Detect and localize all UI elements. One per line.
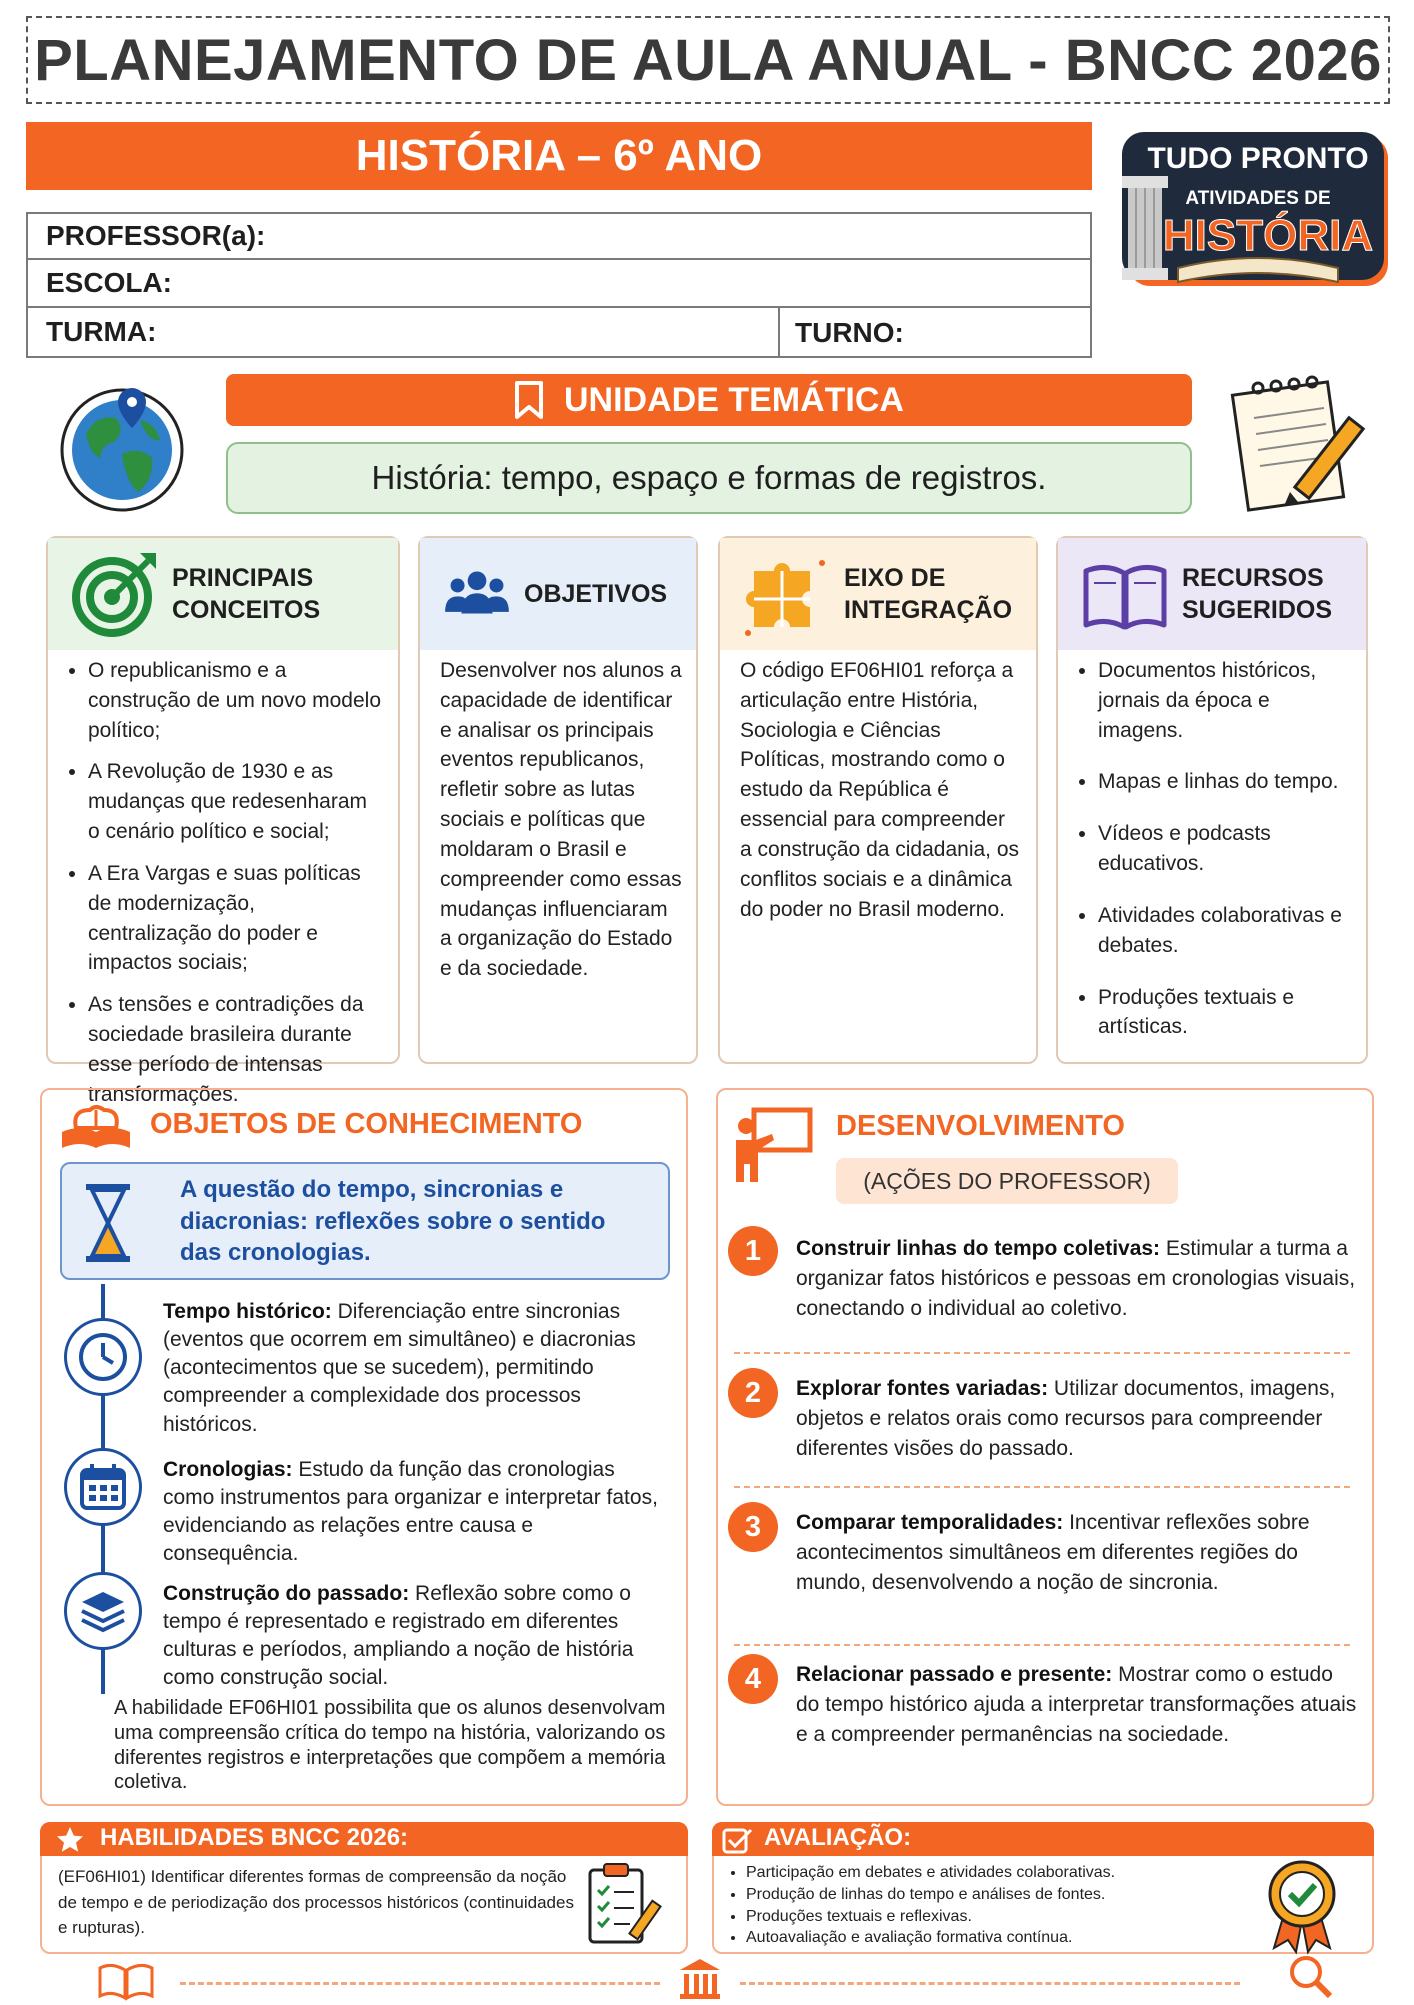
logo-line2: ATIVIDADES DE <box>1185 188 1331 209</box>
bookmark-icon <box>514 380 544 420</box>
objetos-highlight-text: A questão do tempo, sincronias e diacronias: reflexões sobre o sentido das cronologias. <box>180 1176 606 1267</box>
list-item: • Documentos históricos, jornais da época e imagens. <box>1098 656 1352 745</box>
recursos-list <box>1078 656 1352 1042</box>
notepad-icon <box>1220 374 1370 514</box>
step-desc-4: Mostrar como o estudo do tempo histórico ajuda a interpretar transformações atuais e a compreender permanências na sociedade. <box>796 1663 1357 1746</box>
book-brain-icon <box>58 1102 134 1152</box>
step-term-1: Construir linhas do tempo coletivas: <box>796 1237 1161 1260</box>
logo-graphic <box>1108 128 1398 298</box>
objetivos-text: Desenvolver nos alunos a capacidade de identificar e analisar os principais eventos republicanos, refletir sobre as lutas sociais e políticas que moldaram o Brasil e compreender como essas mudanças influenciaram a organização do Estado e da sociedade. <box>440 659 682 981</box>
unit-title: UNIDADE TEMÁTICA <box>564 380 904 419</box>
teacher-board-icon <box>730 1106 814 1184</box>
objetivos-card <box>418 536 698 1064</box>
desenvolvimento-subtitle: (AÇÕES DO PROFESSOR) <box>836 1158 1178 1204</box>
list-item: • Mapas e linhas do tempo. <box>1098 767 1352 797</box>
objeto-desc-1: Diferenciação entre sincronias (eventos que ocorrem em simultâneo) e diacronias (acontecimentos que se sucedem), permitindo compreender a complexidade dos processos históricos. <box>163 1300 636 1436</box>
recursos-card <box>1056 536 1368 1064</box>
turno-label[interactable]: TURNO: <box>795 317 904 348</box>
objeto-item-1 <box>163 1298 663 1439</box>
list-item: • Vídeos e podcasts educativos. <box>1098 819 1352 879</box>
turma-label: TURMA: <box>46 316 157 347</box>
conceitos-title-2: CONCEITOS <box>172 596 321 624</box>
step-separator <box>734 1352 1350 1354</box>
hourglass-icon <box>82 1182 134 1264</box>
step-separator <box>734 1644 1350 1646</box>
open-book-icon <box>1080 549 1170 639</box>
list-item: • Produções textuais e reflexivas. <box>746 1906 1248 1928</box>
target-icon <box>70 549 160 639</box>
conceitos-header <box>48 538 398 650</box>
clipboard-check-icon <box>584 1860 664 1946</box>
integracao-title-1: EIXO DE <box>844 563 946 592</box>
subject-title: HISTÓRIA – 6º ANO <box>355 131 763 180</box>
integracao-title-2: INTEGRAÇÃO <box>844 596 1013 624</box>
puzzle-icon <box>742 549 832 639</box>
logo-line3: HISTÓRIA <box>1162 211 1374 260</box>
habilidades-text: (EF06HI01) Identificar diferentes formas de compreensão da noção de tempo e de periodização dos processos históricos (continuidades e rupturas). <box>58 1867 574 1937</box>
unit-header <box>226 374 1192 426</box>
objetos-footer: A habilidade EF06HI01 possibilita que os alunos desenvolvam uma compreensão crítica do tempo na história, valorizando os diferentes registros e interpretações que compõem a memória coletiva. <box>114 1697 666 1794</box>
step-4 <box>796 1660 1358 1749</box>
objeto-desc-2: Estudo da função das cronologias como instrumentos para organizar e interpretar fatos, evidenciando as relações entre causa e consequência. <box>163 1458 658 1566</box>
temple-icon <box>676 1956 724 2000</box>
page-title: PLANEJAMENTO DE AULA ANUAL - BNCC 2026 <box>34 27 1382 93</box>
title-box <box>26 16 1390 104</box>
conceitos-list <box>68 656 384 1109</box>
step-number-4: 4 <box>728 1654 778 1704</box>
step-number-1: 1 <box>728 1226 778 1276</box>
magnifier-icon <box>1286 1954 1336 2000</box>
step-desc-1: Estimular a turma a organizar fatos históricos e pessoas em cronologias visuais, conectando o individual ao coletivo. <box>796 1237 1356 1320</box>
book-icon <box>96 1960 156 2000</box>
calendar-icon <box>64 1448 142 1526</box>
step-number-3: 3 <box>728 1502 778 1552</box>
avaliacao-title: AVALIAÇÃO: <box>764 1824 912 1851</box>
step-desc-3: Incentivar reflexões sobre acontecimentos simultâneos em diferentes regiões do mundo, desenvolvendo a noção de sincronia. <box>796 1511 1310 1594</box>
turma-row[interactable] <box>26 308 1092 358</box>
escola-label: ESCOLA: <box>46 267 172 298</box>
logo-line1: TUDO PRONTO <box>1147 142 1369 175</box>
people-icon <box>442 559 512 629</box>
list-item: • Autoavaliação e avaliação formativa contínua. <box>746 1927 1248 1949</box>
objeto-term-2: Cronologias: <box>163 1458 293 1481</box>
star-icon <box>56 1826 84 1854</box>
escola-row[interactable] <box>26 260 1092 308</box>
professor-label: PROFESSOR(a): <box>46 220 266 251</box>
step-term-2: Explorar fontes variadas: <box>796 1377 1049 1400</box>
footer-divider <box>740 1982 1240 1985</box>
objeto-term-1: Tempo histórico: <box>163 1300 332 1323</box>
subject-bar <box>26 122 1092 190</box>
step-2 <box>796 1374 1358 1463</box>
list-item: • Participação em debates e atividades colaborativas. <box>746 1862 1248 1884</box>
list-item: • O republicanismo e a construção de um novo modelo político; <box>88 656 384 745</box>
desenvolvimento-title: DESENVOLVIMENTO <box>836 1110 1125 1142</box>
clock-icon <box>64 1318 142 1396</box>
objetivos-title: OBJETIVOS <box>524 579 668 608</box>
integracao-header <box>720 538 1036 650</box>
list-item: • Produções textuais e artísticas. <box>1098 983 1352 1043</box>
conceitos-card <box>46 536 400 1106</box>
recursos-header <box>1058 538 1366 650</box>
step-term-3: Comparar temporalidades: <box>796 1511 1064 1534</box>
step-separator <box>734 1486 1350 1488</box>
list-item: • A Era Vargas e suas políticas de modernização, centralização do poder e impactos sociais; <box>88 859 384 978</box>
objeto-term-3: Construção do passado: <box>163 1582 410 1605</box>
logo-badge <box>1108 128 1398 298</box>
list-item: • A Revolução de 1930 e as mudanças que redesenharam o cenário político e social; <box>88 757 384 846</box>
step-number-2: 2 <box>728 1368 778 1418</box>
step-term-4: Relacionar passado e presente: <box>796 1663 1113 1686</box>
turma-divider <box>778 308 780 358</box>
objetivos-header <box>420 538 696 650</box>
layers-icon <box>64 1572 142 1650</box>
footer-divider <box>180 1982 660 1985</box>
objetos-title: OBJETOS DE CONHECIMENTO <box>150 1108 583 1140</box>
habilidades-title: HABILIDADES BNCC 2026: <box>100 1824 409 1851</box>
unit-text: História: tempo, espaço e formas de registros. <box>371 459 1047 496</box>
integracao-text: O código EF06HI01 reforça a articulação entre História, Sociologia e Ciências Políticas, mostrando como o estudo da República é essencial para compreender a construção da cidadania, os conflitos sociais e a dinâmica do poder no Brasil moderno. <box>740 659 1020 921</box>
professor-row[interactable] <box>26 212 1092 260</box>
unit-box <box>226 442 1192 514</box>
integracao-card <box>718 536 1038 1064</box>
list-item: • Atividades colaborativas e debates. <box>1098 901 1352 961</box>
objeto-item-3 <box>163 1580 663 1693</box>
recursos-title-1: RECURSOS <box>1182 563 1324 592</box>
step-1 <box>796 1234 1358 1323</box>
list-item: • Produção de linhas do tempo e análises de fontes. <box>746 1884 1248 1906</box>
globe-icon <box>56 384 188 516</box>
objeto-item-2 <box>163 1456 663 1569</box>
step-desc-2: Utilizar documentos, imagens, objetos e relatos orais como recursos para compreender diferentes visões do passado. <box>796 1377 1336 1460</box>
avaliacao-list <box>728 1862 1248 1949</box>
checkbox-icon <box>722 1826 754 1856</box>
medal-icon <box>1262 1858 1342 1952</box>
conceitos-title-1: PRINCIPAIS <box>172 563 314 592</box>
step-3 <box>796 1508 1358 1597</box>
list-item: • As tensões e contradições da sociedade brasileira durante esse período de intensas transformações. <box>88 990 384 1109</box>
objeto-desc-3: Reflexão sobre como o tempo é representado e registrado em diferentes culturas e períodos, ampliando a noção de história como construção social. <box>163 1582 634 1690</box>
recursos-title-2: SUGERIDOS <box>1182 596 1333 624</box>
